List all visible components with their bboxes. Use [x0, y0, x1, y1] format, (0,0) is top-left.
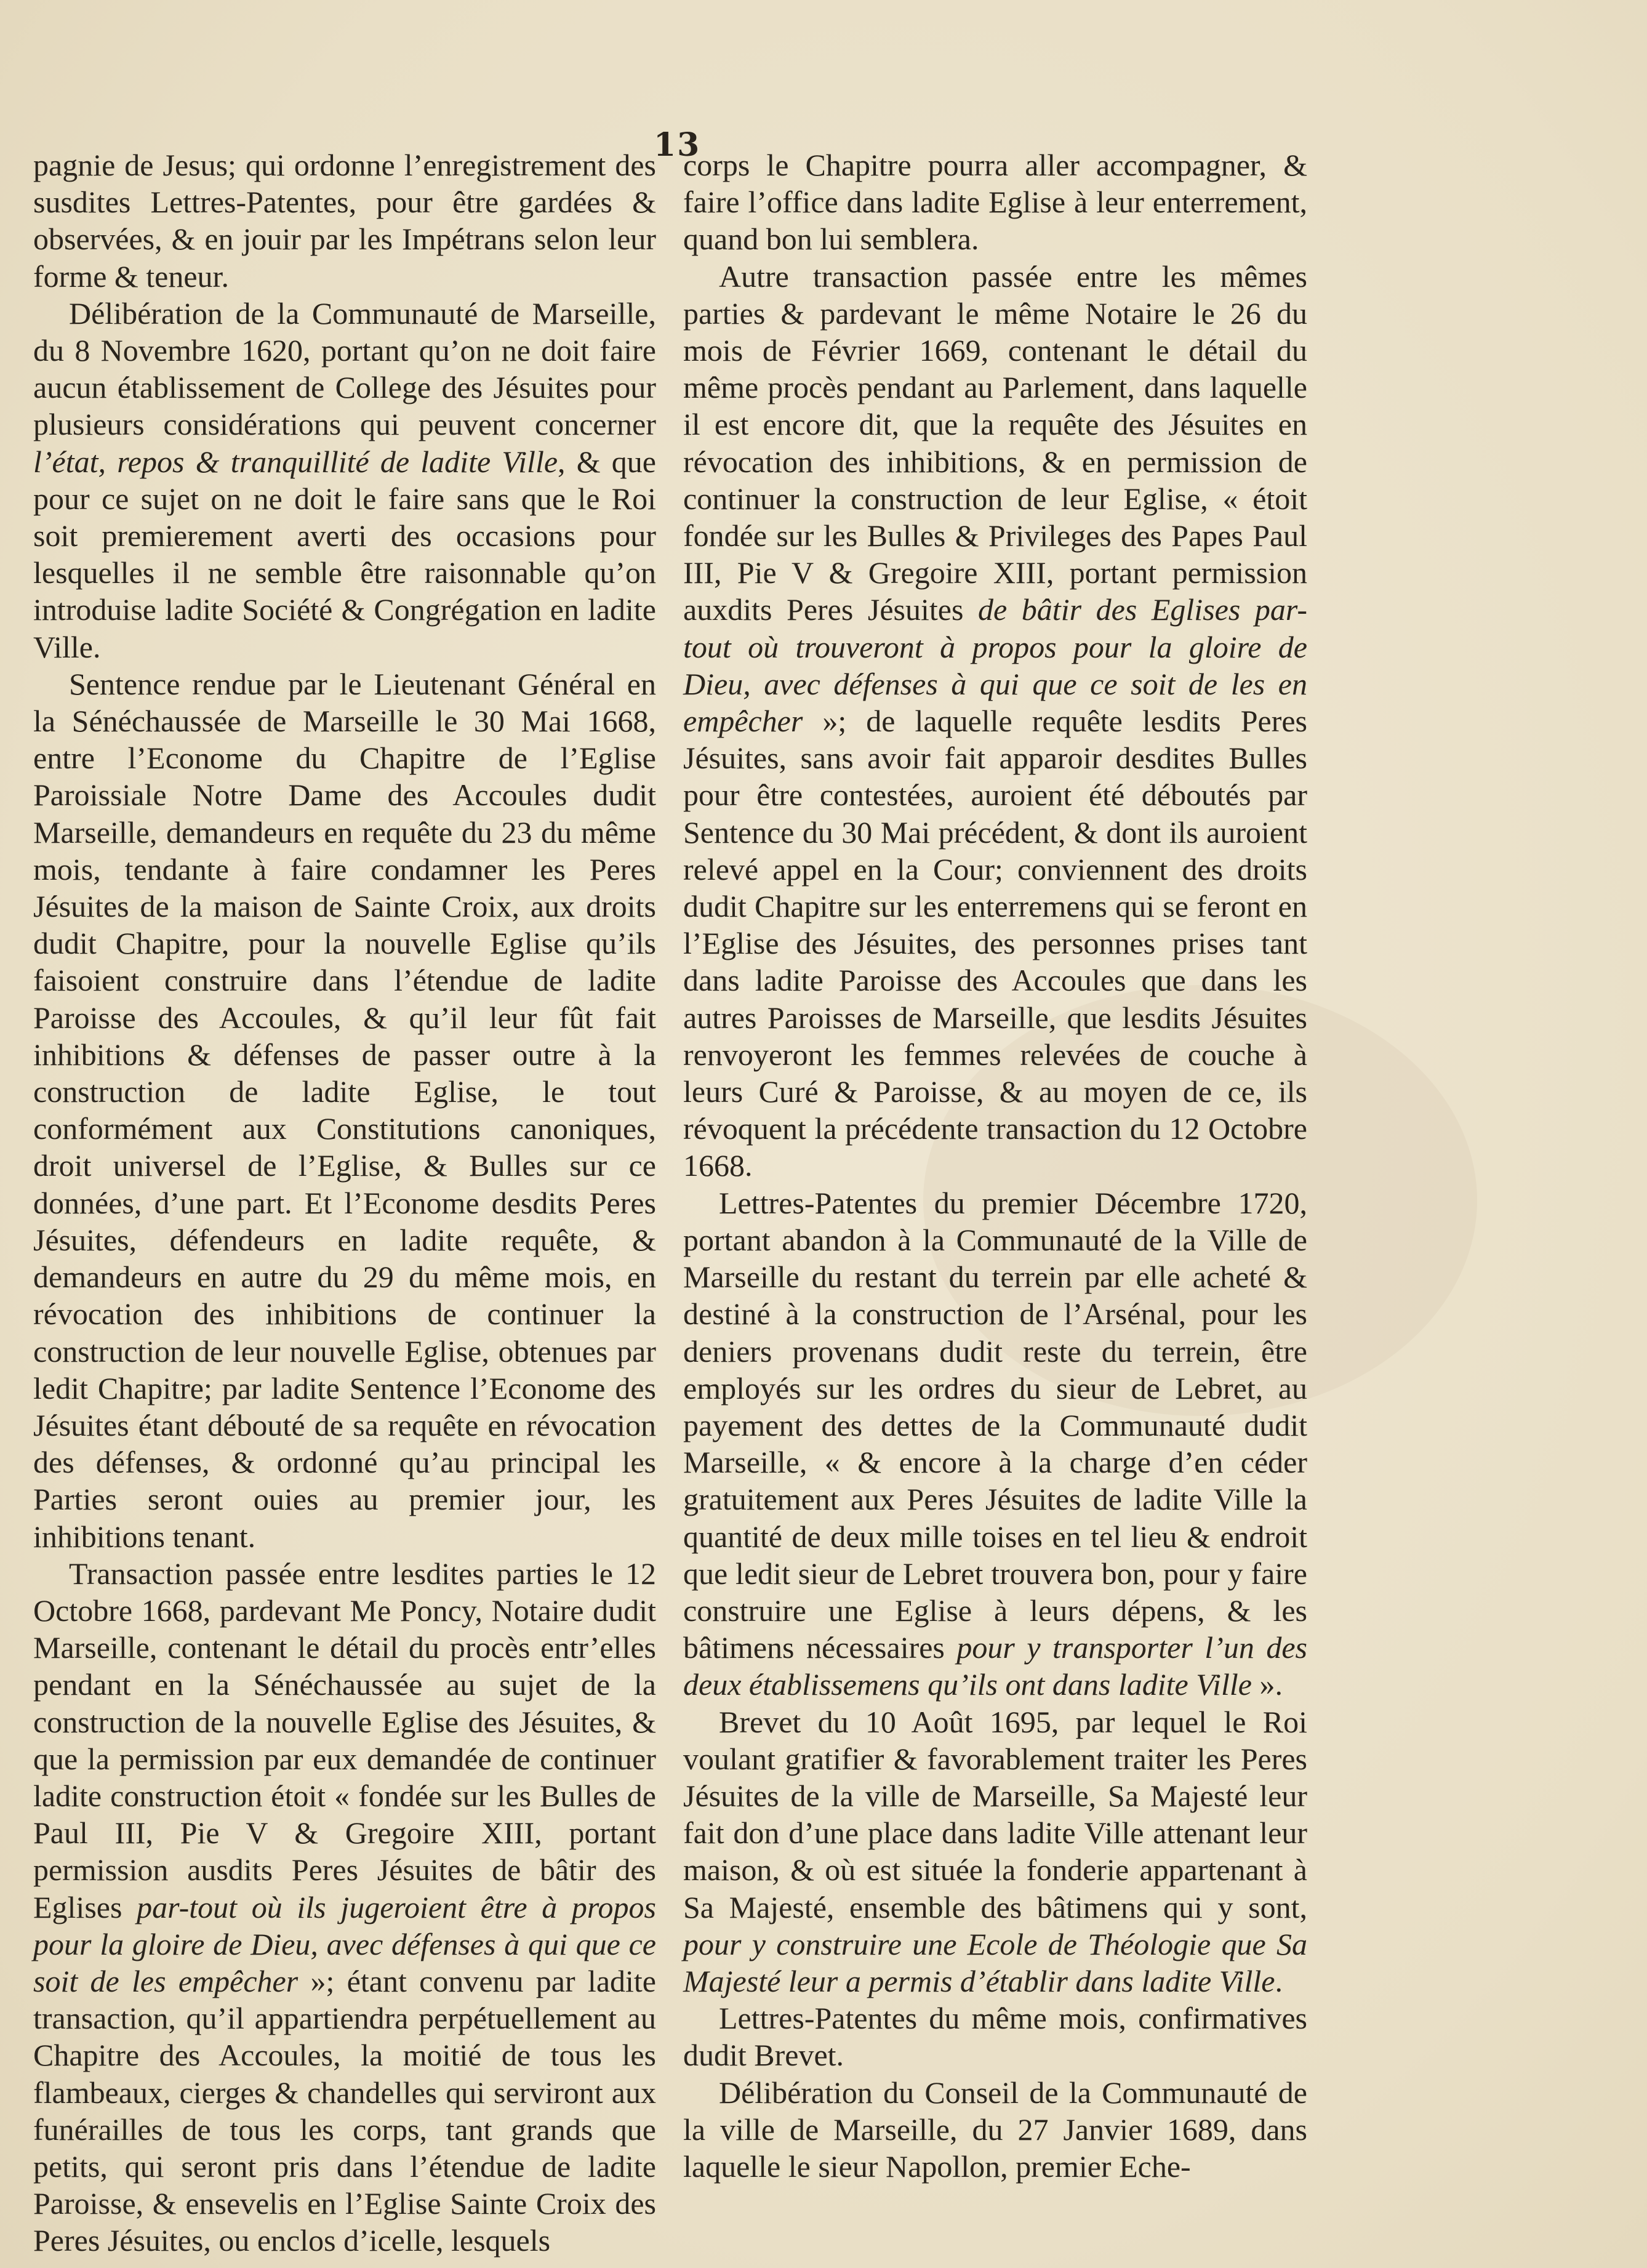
left-p4-italic: par-tout où ils jugeroient être à propos pour la gloire de Dieu, avec défenses à qui que ce soit de les empêcher [33, 1889, 656, 1998]
left-paragraph-4 [33, 1555, 656, 2259]
left-paragraph-1: pagnie de Jesus; qui ordonne l’enregistrement des susdites Lettres-Patentes, pour être gardées & observées, & en jouir par les Impétrans selon leur forme & teneur. [33, 148, 656, 294]
right-p3-text-c: ». [1251, 1667, 1283, 1702]
left-p4-text-c: »; étant convenu par ladite transaction, qu’il appartiendra perpétuellement au Chapitre des Accoules, la moitié de tous les flambeaux, cierges & chandelles qui serviront aux funérailles de tous les corps, tant grands que petits, qui seront pris dans l’étendue de ladite Paroisse, & ensevelis en l’Eglise Sainte Croix des Peres Jésuites, ou enclos d’icelle, lesquels [33, 1963, 656, 2258]
left-paragraph-3: Sentence rendue par le Lieutenant Général en la Sénéchaussée de Marseille le 30 Mai 1668, entre l’Econome du Chapitre de l’Eglise Paroissiale Notre Dame des Accoules dudit Marseille, demandeurs en requête du 23 du même mois, tendante à faire condamner les Peres Jésuites de la maison de Sainte Croix, aux droits dudit Chapitre, pour la nouvelle Eglise qu’ils faisoient construire dans l’étendue de ladite Paroisse des Accoules, & qu’il leur fût fait inhibitions & défenses de passer outre à la construction de ladite Eglise, le tout conformément aux Constitutions canoniques, droit universel de l’Eglise, & Bulles sur ce données, d’une part. Et l’Econome desdits Peres Jésuites, défendeurs en ladite requête, & demandeurs en autre du 29 du même mois, en révocation des inhibitions de continuer la construction de leur nouvelle Eglise, obtenues par ledit Chapitre; par ladite Sentence l’Econome des Jésuites étant débouté de sa requête en révocation des défenses, & ordonné qu’au principal les Parties seront ouies au premier jour, les inhibitions tenant. [33, 666, 656, 1554]
left-paragraph-2 [33, 295, 656, 666]
page-number: 13 [654, 126, 701, 164]
right-paragraph-3 [683, 1184, 1307, 1703]
left-p2-text-a: Délibération de la Communauté de Marseille, du 8 Novembre 1620, portant qu’on ne doit faire aucun établissement de College des Jésuites pour plusieurs considérations qui peuvent concerner [33, 296, 656, 442]
right-paragraph-5: Lettres-Patentes du même mois, confirmatives dudit Brevet. [683, 2001, 1307, 2073]
left-p2-text-c: , & que pour ce sujet on ne doit le faire sans que le Roi soit premierement averti des occasions pour lesquelles il ne semble être raisonnable qu’on introduise ladite Société & Congrégation en ladite Ville. [33, 444, 657, 664]
right-p2-italic: de bâtir des Eglises par-tout où trouveront à propos pour la gloire de Dieu, avec défenses à qui que ce soit de les en empêcher [683, 592, 1307, 739]
right-column [683, 147, 1307, 2185]
right-paragraph-2 [683, 258, 1307, 1184]
left-column [33, 147, 656, 2259]
right-p2-text-a: Autre transaction passée entre les mêmes parties & pardevant le même Notaire le 26 du mois de Février 1669, contenant le détail du même procès pendant au Parlement, dans laquelle il est encore dit, que la requête des Jésuites en révocation des inhibitions, & en permission de continuer la construction de leur Eglise, « étoit fondée sur les Bulles & Privileges des Papes Paul III, Pie V & Gregoire XIII, portant permission auxdits Peres Jésuites [683, 259, 1307, 627]
right-p2-text-c: »; de laquelle requête lesdits Peres Jésuites, sans avoir fait apparoir desdites Bulles pour être contestées, auroient été déboutés par Sentence du 30 Mai précédent, & dont ils auroient relevé appel en la Cour; conviennent des droits dudit Chapitre sur les enterremens qui se feront en l’Eglise des Jésuites, des personnes prises tant dans ladite Paroisse des Accoules que dans les autres Paroisses de Marseille, que lesdits Jésuites renvoyeront les femmes relevées de couche à leurs Curé & Paroisse, & au moyen de ce, ils révoquent la précédente transaction du 12 Octobre 1668. [683, 704, 1307, 1183]
right-p3-text-a: Lettres-Patentes du premier Décembre 1720, portant abandon à la Communauté de la Ville de Marseille du restant du terrein par elle acheté & destiné à la construction de l’Arsénal, pour les deniers provenans dudit reste du terrein, être employés sur les ordres du sieur de Lebret, au payement des dettes de la Communauté dudit Marseille, « & encore à la charge d’en céder gratuitement aux Peres Jésuites de ladite Ville la quantité de deux mille toises en tel lieu & endroit que ledit sieur de Lebret trouvera bon, pour y faire construire une Eglise à leurs dépens, & les bâtimens nécessaires [683, 1185, 1307, 1665]
right-paragraph-6: Délibération du Conseil de la Communauté de la ville de Marseille, du 27 Janvier 1689, dans laquelle le sieur Napollon, premier Eche- [683, 2075, 1307, 2184]
right-p4-text-c: . [1275, 1963, 1283, 1998]
right-paragraph-1: corps le Chapitre pourra aller accompagner, & faire l’office dans ladite Eglise à leur enterrement, quand bon lui semblera. [683, 148, 1307, 257]
right-paragraph-4 [683, 1703, 1307, 2000]
right-p3-italic: pour y transporter l’un des deux établissemens qu’ils ont dans ladite Ville [683, 1630, 1307, 1702]
left-p4-text-a: Transaction passée entre lesdites parties le 12 Octobre 1668, pardevant Me Poncy, Notaire dudit Marseille, contenant le détail du procès entr’elles pendant en la Sénéchaussée au sujet de la construction de la nouvelle Eglise des Jésuites, & que la permission par eux demandée de continuer ladite construction étoit « fondée sur les Bulles de Paul III, Pie V & Gregoire XIII, portant permission ausdits Peres Jésuites de bâtir des Eglises [33, 1556, 656, 1924]
right-p4-italic: pour y construire une Ecole de Théologie que Sa Majesté leur a permis d’établir dans ladite Ville [683, 1926, 1307, 1998]
left-p2-italic: l’état, repos & tranquillité de ladite Ville [33, 444, 558, 479]
right-p4-text-a: Brevet du 10 Août 1695, par lequel le Roi voulant gratifier & favorablement traiter les Peres Jésuites de la ville de Marseille, Sa Majesté leur fait don d’une place dans ladite Ville attenant leur maison, & où est située la fonderie appartenant à Sa Majesté, ensemble des bâtimens qui y sont, [683, 1704, 1307, 1924]
